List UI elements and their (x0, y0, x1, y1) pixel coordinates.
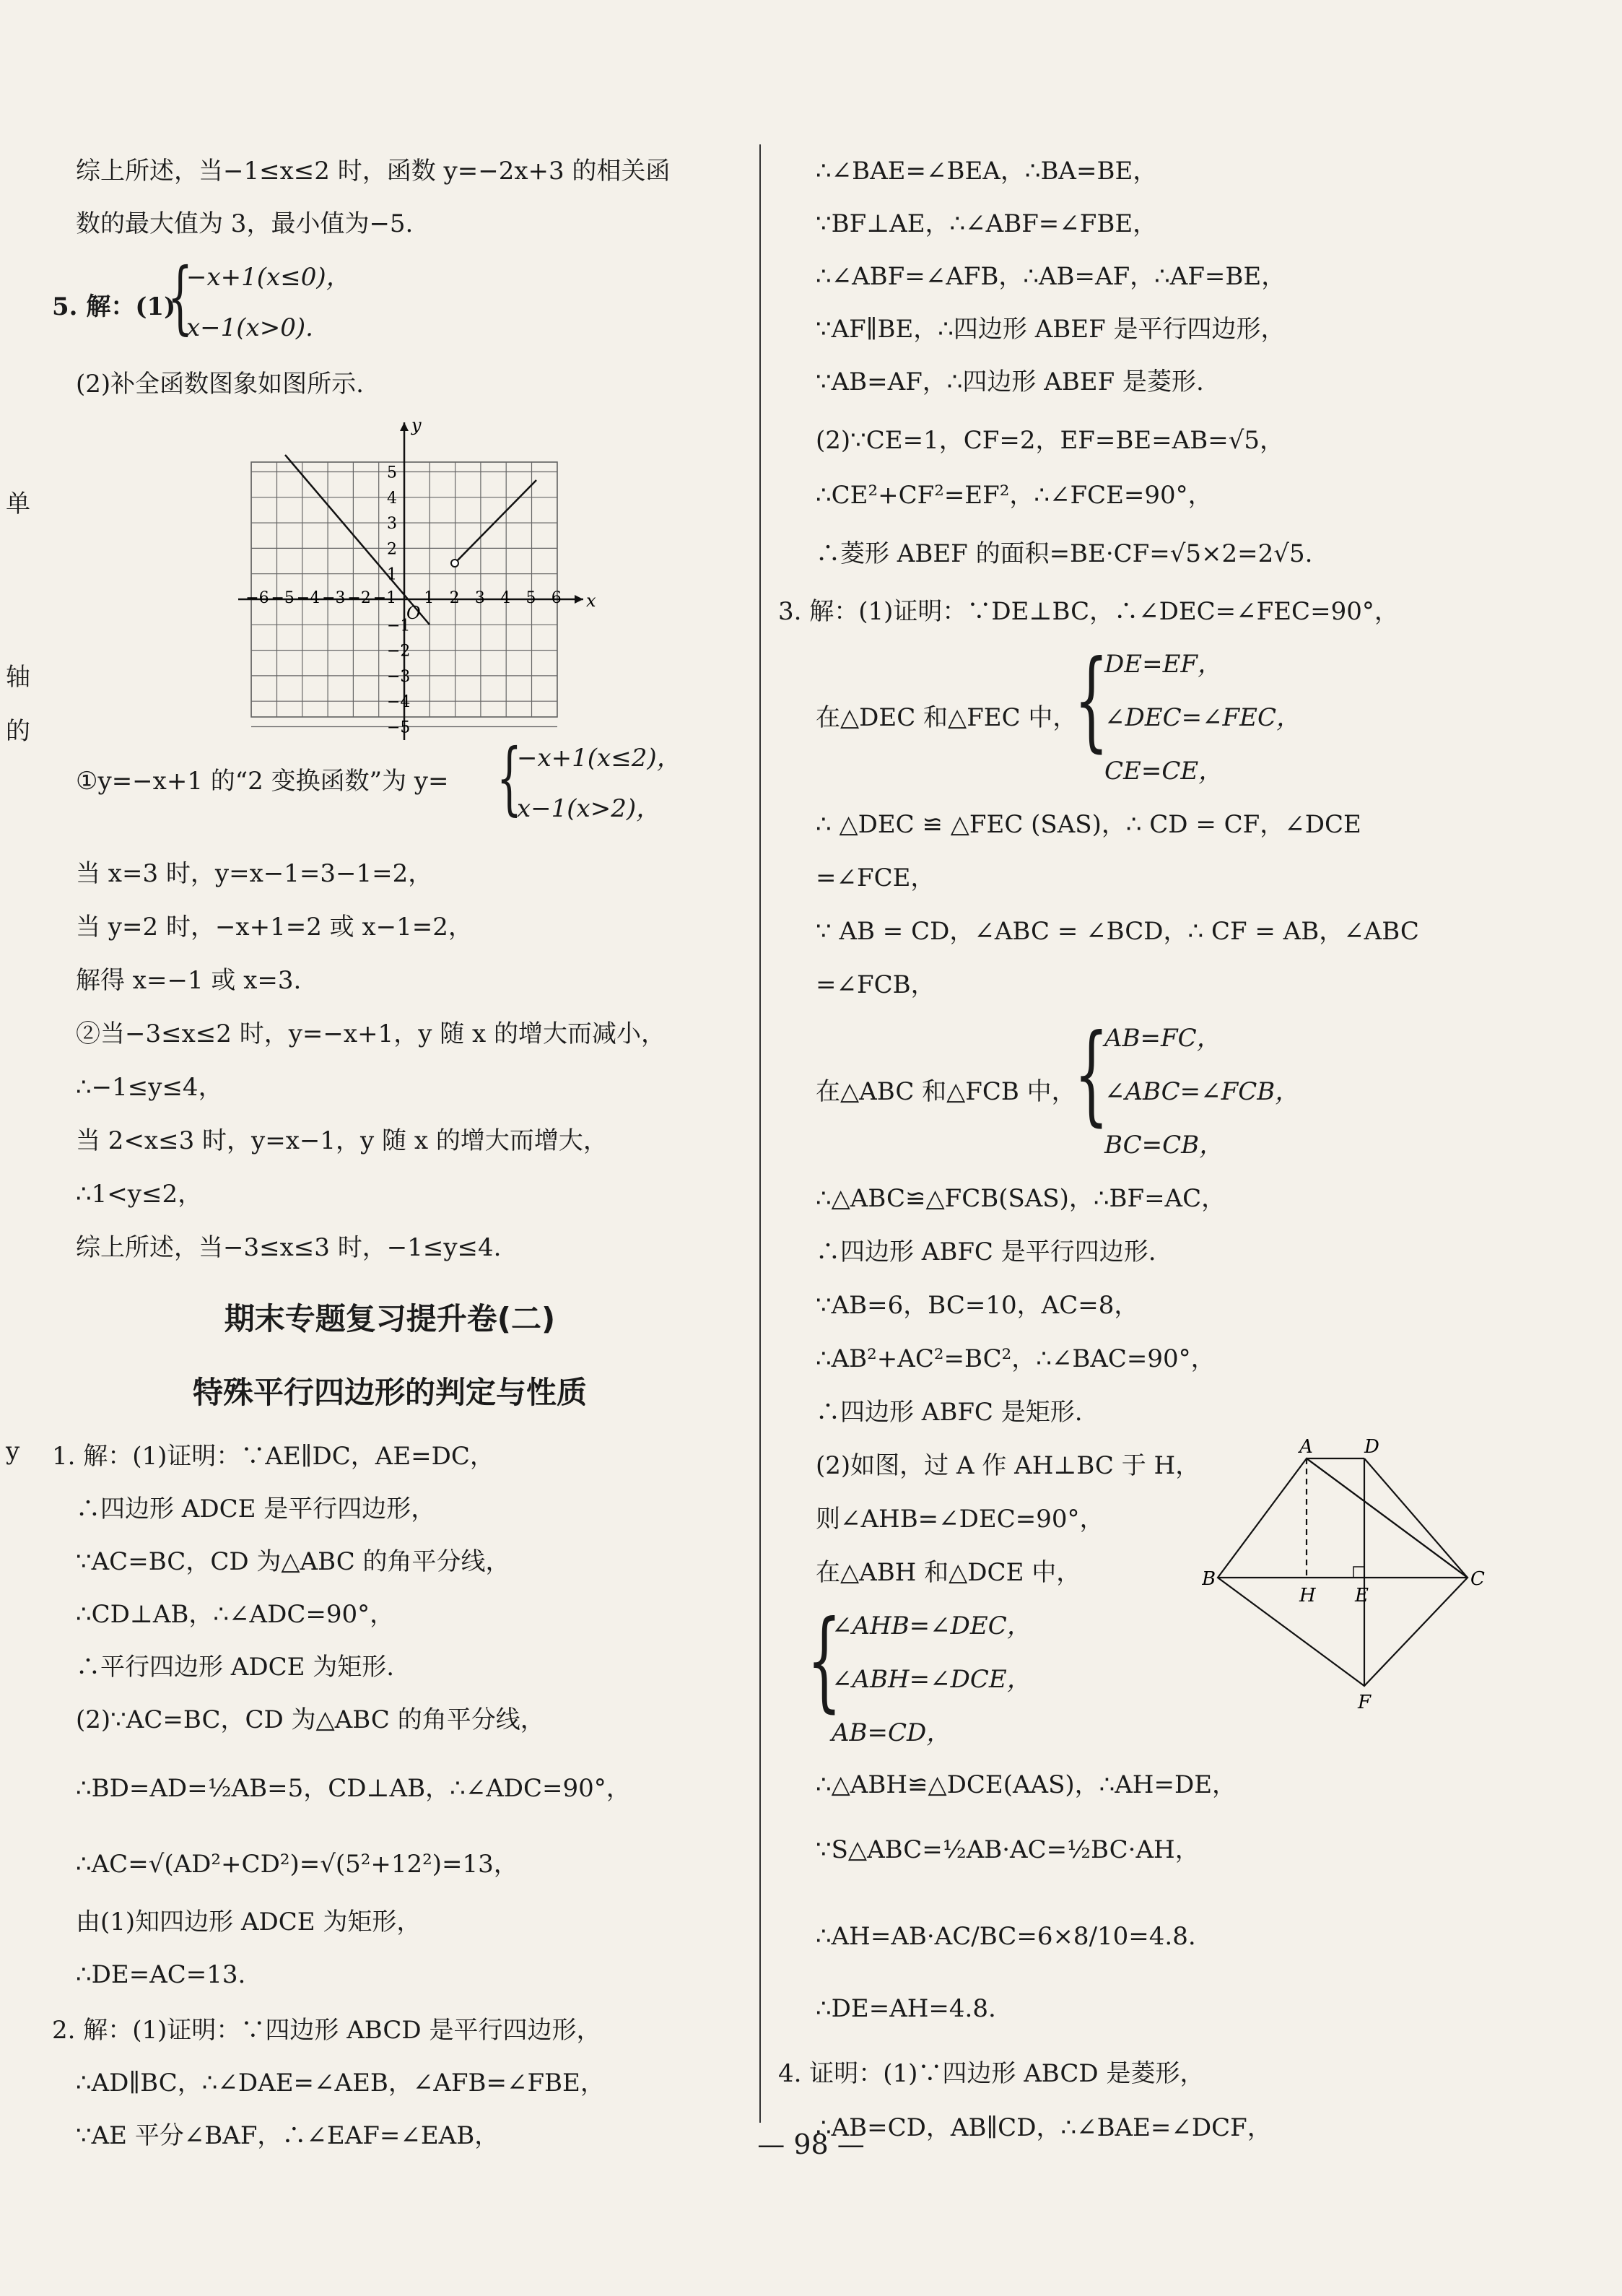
x-tick-label: 4 (500, 589, 511, 607)
text-line: ①y=−x+1 的“2 变换函数”为 y= (76, 767, 449, 796)
margin-char: 轴 (6, 663, 30, 692)
x-tick-label: −5 (271, 589, 295, 607)
text-line: 解得 x=−1 或 x=3. (76, 966, 302, 995)
x-tick-label: 3 (474, 589, 485, 607)
text-line: ∵AF∥BE，∴四边形 ABEF 是平行四边形， (816, 315, 1286, 344)
text-line: 当 2<x≤3 时，y=x−1，y 随 x 的增大而增大， (76, 1126, 608, 1155)
margin-char: 的 (6, 717, 30, 746)
text-line: 在△ABH 和△DCE 中， (816, 1558, 1081, 1587)
text-line: (2)如图，过 A 作 AH⊥BC 于 H， (816, 1451, 1200, 1480)
text-line: ∴AC=√(AD²+CD²)=√(5²+12²)=13， (76, 1850, 518, 1879)
text-line: =∠FCE， (816, 864, 936, 892)
text-line: ∵AE 平分∠BAF，∴∠EAF=∠EAB， (76, 2121, 500, 2150)
question-label: 5. 解：(1) (52, 292, 176, 321)
system-line: ∠ABH=∠DCE， (832, 1665, 1032, 1694)
text-line: ∴平行四边形 ADCE 为矩形. (76, 1653, 395, 1682)
section-subtitle: 特殊平行四边形的判定与性质 (192, 1375, 587, 1410)
brace: { (1074, 1012, 1109, 1137)
point-label: E (1355, 1585, 1369, 1606)
point-label: A (1299, 1437, 1313, 1458)
brace: { (1074, 638, 1109, 763)
text-line: (2)∵AC=BC，CD 为△ABC 的角平分线， (76, 1705, 545, 1734)
text-line: 综上所述，当−1≤x≤2 时，函数 y=−2x+3 的相关函 (76, 157, 671, 186)
text-line: ∴四边形 ABFC 是平行四边形. (816, 1238, 1156, 1266)
system-line: ∠DEC=∠FEC， (1104, 703, 1301, 732)
text-line: 2. 解：(1)证明：∵四边形 ABCD 是平行四边形， (52, 2016, 601, 2045)
x-tick-label: −3 (322, 589, 346, 607)
text-line: =∠FCB， (816, 970, 936, 999)
text-line: ∴AB=CD，AB∥CD，∴∠BAE=∠DCF， (816, 2113, 1272, 2142)
y-axis-label: y (411, 415, 422, 435)
x-tick-label: −2 (347, 589, 371, 607)
margin-char: 单 (6, 490, 30, 518)
text-line: ∴CD⊥AB，∴∠ADC=90°， (76, 1600, 395, 1629)
y-tick-label: −3 (387, 667, 411, 686)
x-tick-label: −4 (296, 589, 321, 607)
text-line: ∵ AB = CD，∠ABC = ∠BCD，∴ CF = AB，∠ABC (816, 917, 1419, 946)
margin-char: y (6, 1437, 20, 1466)
text-line: ∴∠ABF=∠AFB，∴AB=AF，∴AF=BE， (816, 262, 1286, 291)
y-tick-label: 2 (387, 540, 397, 559)
text-line: ∴△ABC≌△FCB(SAS)，∴BF=AC， (816, 1184, 1226, 1213)
system-line: DE=EF， (1104, 650, 1222, 679)
text-line: ∵AC=BC，CD 为△ABC 的角平分线， (76, 1547, 510, 1576)
x-tick-label: 2 (449, 589, 460, 607)
text-line: 在△DEC 和△FEC 中， (816, 703, 1078, 732)
y-tick-label: −2 (387, 642, 411, 661)
text-line: 由(1)知四边形 ADCE 为矩形， (76, 1908, 422, 1936)
brace: { (167, 251, 193, 343)
system-line: ∠ABC=∠FCB， (1104, 1077, 1300, 1106)
text-line: ∴ △DEC ≌ △FEC (SAS)，∴ CD = CF，∠DCE (816, 810, 1361, 839)
y-tick-label: 5 (387, 464, 397, 482)
case-line: x−1(x>0). (186, 313, 313, 342)
case-line: −x+1(x≤2)， (517, 744, 681, 773)
case-line: −x+1(x≤0)， (186, 263, 351, 292)
section-title: 期末专题复习提升卷(二) (224, 1301, 556, 1336)
text-line: ∵BF⊥AE，∴∠ABF=∠FBE， (816, 209, 1158, 238)
text-line: 在△ABC 和△FCB 中， (816, 1077, 1076, 1106)
text-line: 数的最大值为 3，最小值为−5. (76, 209, 414, 238)
system-line: AB=FC， (1104, 1024, 1221, 1053)
function-graph (230, 415, 598, 755)
text-line: ∴∠BAE=∠BEA，∴BA=BE， (816, 157, 1158, 186)
text-line: ②当−3≤x≤2 时，y=−x+1，y 随 x 的增大而减小， (76, 1019, 666, 1048)
text-line: ∴菱形 ABEF 的面积=BE·CF=√5×2=2√5. (816, 539, 1313, 568)
x-tick-label: −6 (245, 589, 269, 607)
brace: { (497, 731, 522, 824)
point-label: F (1358, 1692, 1372, 1711)
text-line: 3. 解：(1)证明：∵DE⊥BC，∴∠DEC=∠FEC=90°， (778, 597, 1399, 626)
point-label: B (1202, 1568, 1216, 1590)
point-label: D (1364, 1437, 1379, 1458)
origin-label: O (406, 603, 421, 623)
system-line: CE=CE， (1104, 757, 1224, 786)
text-line: 综上所述，当−3≤x≤3 时，−1≤y≤4. (76, 1233, 502, 1262)
text-line: 当 x=3 时，y=x−1=3−1=2， (76, 859, 433, 888)
system-line: BC=CB， (1104, 1131, 1224, 1160)
text-line: ∴四边形 ABFC 是矩形. (816, 1398, 1083, 1427)
x-tick-label: −1 (372, 589, 397, 607)
text-line: ∵AB=AF，∴四边形 ABEF 是菱形. (816, 368, 1204, 396)
text-line: ∴BD=AD=½AB=5，CD⊥AB，∴∠ADC=90°， (76, 1774, 631, 1803)
text-line: (2)∵CE=1，CF=2，EF=BE=AB=√5， (816, 426, 1284, 455)
text-line: ∴四边形 ADCE 是平行四边形， (76, 1495, 436, 1523)
text-line: ∵S△ABC=½AB·AC=½BC·AH， (816, 1835, 1200, 1864)
text-line: ∴AD∥BC，∴∠DAE=∠AEB，∠AFB=∠FBE， (76, 2069, 605, 2097)
x-axis-label: x (586, 591, 596, 611)
x-tick-label: 5 (526, 589, 536, 607)
x-tick-label: 1 (424, 589, 435, 607)
text-line: ∴DE=AC=13. (76, 1960, 246, 1989)
y-tick-label: −4 (387, 693, 411, 712)
text-line: ∴△ABH≌△DCE(AAS)，∴AH=DE， (816, 1770, 1237, 1799)
text-line: ∵AB=6，BC=10，AC=8， (816, 1291, 1139, 1320)
text-line: 4. 证明：(1)∵四边形 ABCD 是菱形， (778, 2059, 1205, 2088)
point-label: C (1470, 1568, 1485, 1590)
brace: { (807, 1598, 842, 1723)
y-tick-label: 3 (387, 515, 397, 534)
text-line: ∴AB²+AC²=BC²，∴∠BAC=90°， (816, 1344, 1216, 1373)
text-line: ∴CE²+CF²=EF²，∴∠FCE=90°， (816, 481, 1213, 510)
case-line: x−1(x>2)， (517, 794, 661, 823)
y-tick-label: −5 (387, 718, 411, 737)
text-line: 则∠AHB=∠DEC=90°， (816, 1505, 1104, 1534)
text-line: ∴−1≤y≤4， (76, 1073, 223, 1102)
text-line: 当 y=2 时，−x+1=2 或 x−1=2， (76, 913, 473, 942)
text-line: ∴DE=AH=4.8. (816, 1994, 996, 2023)
text-line: 1. 解：(1)证明：∵AE∥DC，AE=DC， (52, 1442, 494, 1471)
text-line: ∴AH=AB·AC/BC=6×8/10=4.8. (816, 1922, 1196, 1951)
y-tick-label: 1 (387, 565, 397, 584)
y-tick-label: 4 (387, 489, 397, 508)
geometry-figure (1202, 1437, 1491, 1711)
y-tick-label: −1 (387, 617, 411, 635)
text-line: ∴1<y≤2， (76, 1180, 203, 1209)
page-number: — 98 — (757, 2128, 865, 2160)
x-tick-label: 6 (551, 589, 562, 607)
system-line: ∠AHB=∠DEC， (832, 1612, 1032, 1640)
column-divider (759, 144, 761, 2123)
text-line: (2)补全函数图象如图所示. (76, 370, 364, 399)
point-label: H (1299, 1585, 1316, 1606)
system-line: AB=CD， (832, 1718, 951, 1747)
